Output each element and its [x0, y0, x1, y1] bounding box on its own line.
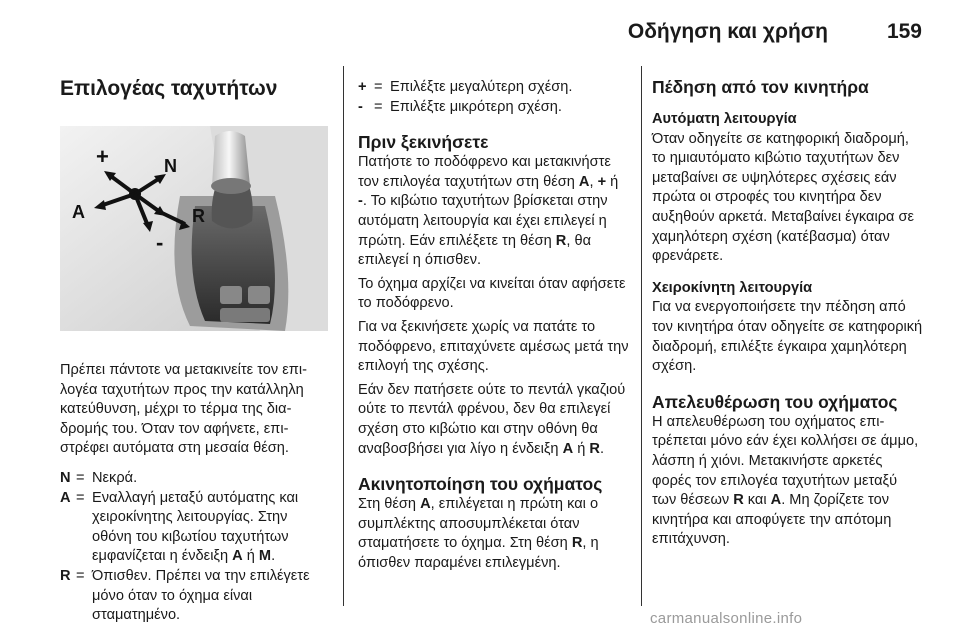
- paragraph: Όταν οδηγείτε σε κατηφορική διαδρομή, το ημιαυτόματο κιβώτιο ταχυτήτων δεν μεταβαίνει σε υψηλότερες σχέσεις εάν πρώτα οι στροφές του κινητήρα δεν αυξηθούν αρκετά. Μεταβαίνει έγκαιρα σε χαμηλότερη σχέση (κατέβασμα) όταν φρενάρετε.: [652, 130, 915, 265]
- definition-value: Νεκρά.: [92, 469, 138, 486]
- figure-label-minus: -: [156, 230, 164, 255]
- definition-item: [358, 78, 630, 98]
- figure-label-n: N: [164, 156, 177, 176]
- definition-item: [60, 567, 328, 626]
- gear-selector-figure: [60, 126, 328, 331]
- column-1: [60, 66, 328, 626]
- subsection-heading: Πέδηση από τον κινητήρα: [652, 77, 869, 97]
- definition-item: [358, 98, 630, 118]
- subsection-heading: Απελευθέρωση του οχήματος: [652, 391, 898, 412]
- sub-subsection-heading: Χειροκίνητη λειτουργία: [652, 279, 813, 296]
- definition-value: Επιλέξτε μεγαλύτερη σχέση.: [390, 79, 573, 95]
- definition-item: [60, 469, 328, 489]
- column-divider: [343, 66, 344, 606]
- column-3: [652, 66, 924, 550]
- gear-selector-illustration: [60, 126, 328, 331]
- column-2: [358, 66, 630, 573]
- paragraph: Το όχημα αρχίζει να κινείται όταν αφήσετε το ποδόφρενο.: [358, 275, 626, 312]
- definition-eq: =: [76, 489, 85, 506]
- figure-label-a: A: [72, 202, 85, 222]
- paragraph: Για να ενεργοποιήσετε την πέδηση από τον κινητήρα όταν οδηγείτε σε κατηφορική διαδρομή, επιλέξτε έγκαιρα χαμηλότερη σχέση.: [652, 299, 923, 375]
- subsection-heading: Ακινητοποίηση του οχήματος: [358, 474, 603, 495]
- definition-key: R: [60, 567, 71, 584]
- header-title: Οδήγηση και χρήση: [627, 20, 828, 43]
- section-heading: Επιλογέας ταχυτήτων: [60, 77, 278, 100]
- watermark: carmanualsonline.info: [650, 610, 803, 627]
- sub-subsection-heading: Αυτόματη λειτουργία: [652, 111, 797, 127]
- definition-eq: =: [76, 567, 85, 584]
- definition-item: [60, 489, 328, 567]
- paragraph: Για να ξεκινήσετε χωρίς να πατάτε το ποδόφρενο, επιταχύνετε αμέσως μετά την επιλογή της σχέσης.: [358, 318, 629, 375]
- definition-key: -: [358, 98, 363, 115]
- definition-eq: =: [374, 98, 383, 115]
- paragraph: Πατήστε το ποδόφρενο και μετακινήστε τον επιλογέα ταχυτήτων στη θέση A, + ή -. Το κιβώτιο ταχυτήτων βρίσκεται στην αυτόματη λειτουργία και έχει επιλεγεί η πρώτη. Εάν επιλέξετε τη θέση R, θα επιλεγεί η όπισθεν.: [358, 154, 619, 269]
- page-header: [0, 18, 924, 48]
- subsection-heading: Πριν ξεκινήσετε: [358, 132, 489, 153]
- figure-label-plus: +: [96, 144, 109, 169]
- definition-key: A: [60, 489, 71, 506]
- column-divider: [641, 66, 642, 606]
- definition-list: [358, 78, 630, 117]
- definition-value: Όπισθεν. Πρέπει να την επιλέγετε μόνο όταν το όχημα είναι σταματημένο.: [92, 567, 310, 624]
- definition-eq: =: [374, 79, 383, 95]
- definition-value: Εναλλαγή μεταξύ αυτόματης και χειροκίνητης λειτουργίας. Στην οθόνη του κιβωτίου ταχυτήτων εμφανίζεται η ένδειξη A ή M.: [92, 489, 299, 565]
- paragraph: Εάν δεν πατήσετε ούτε το πεντάλ γκαζιού ούτε το πεντάλ φρένου, δεν θα επιλεγεί σχέση στο κιβώτιο και στην οθόνη θα αναβοσβήσει για λίγο η ένδειξη A ή R.: [358, 381, 626, 457]
- page-number: 159: [886, 20, 922, 43]
- paragraph: Η απελευθέρωση του οχήματος επιτρέπεται μόνο εάν έχει κολλήσει σε άμμο, λάσπη ή χιόνι. Μετακινήστε αρκετές φορές τον επιλογέα ταχυτήτων μεταξύ των θέσεων R και A. Μη ζορίζετε τον κινητήρα και αποφύγετε την απότομη επιτάχυνση.: [652, 413, 919, 548]
- definition-eq: =: [76, 469, 85, 486]
- paragraph: Στη θέση A, επιλέγεται η πρώτη και ο συμπλέκτης αποσυμπλέκεται όταν σταματήσετε το όχημα. Στη θέση R, η όπισθεν παραμένει επιλεγμένη.: [358, 496, 599, 571]
- definition-value: Επιλέξτε μικρότερη σχέση.: [390, 98, 562, 115]
- figure-label-r: R: [192, 206, 205, 226]
- definition-key: +: [358, 79, 367, 95]
- definition-key: N: [60, 469, 71, 486]
- definition-list: [60, 469, 328, 626]
- intro-paragraph: Πρέπει πάντοτε να μετακινείτε τον επιλογέα ταχυτήτων προς την κατάλληλη κατεύθυνση, μέχρι το τέρμα της διαδρομής του. Όταν τον αφήνετε, επιστρέφει αυτόματα στη μεσαία θέση.: [60, 362, 307, 457]
